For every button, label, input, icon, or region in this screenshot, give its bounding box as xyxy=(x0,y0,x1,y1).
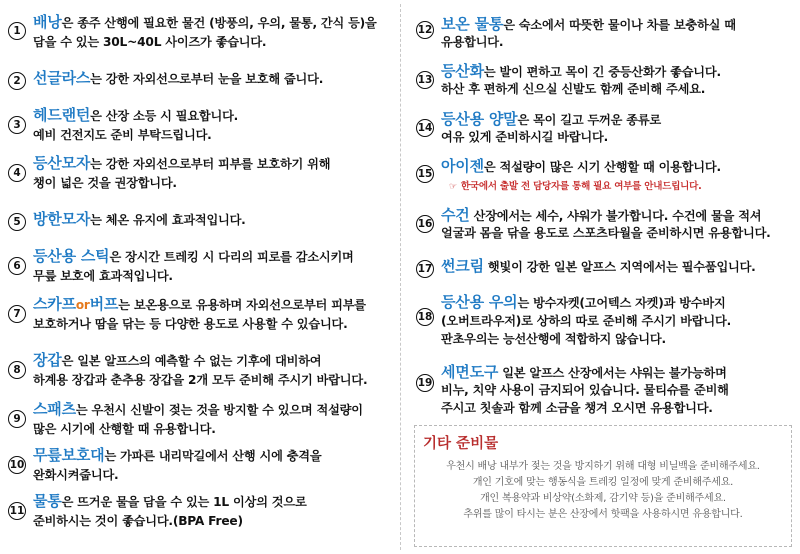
item-line-1 xyxy=(33,401,363,419)
item-line-1 xyxy=(33,248,354,266)
item-line-1 xyxy=(33,107,238,125)
item-keyword: 배낭 xyxy=(33,13,62,31)
item-keyword: 선글라스 xyxy=(33,69,91,87)
item-text: 은 숙소에서 따뜻한 물이나 차를 보충하실 때 xyxy=(503,18,736,32)
item-keyword: 세면도구 xyxy=(441,363,499,381)
item-text: 는 우천시 신발이 젖는 것을 방지할 수 있으며 적설량이 xyxy=(75,403,363,417)
item-text: 일본 알프스 산장에서는 샤워는 불가능하며 xyxy=(498,366,727,380)
item-line-2: 얼굴과 몸을 닦을 용도로 스포츠타월을 준비하시면 유용합니다. xyxy=(441,226,771,240)
item-connector: or xyxy=(75,298,90,312)
item-number: 7 xyxy=(8,305,26,323)
item-line-1 xyxy=(33,493,307,511)
extra-supplies-list xyxy=(415,459,791,523)
item-text: 는 발이 편하고 목이 긴 중등산화가 좋습니다. xyxy=(483,65,721,79)
item-number: 6 xyxy=(8,257,26,275)
item-line-2: 하산 후 편하게 신으실 신발도 함께 준비해 주세요. xyxy=(441,82,706,96)
item-line-1 xyxy=(33,211,246,229)
pointer-icon: ☞ xyxy=(449,182,457,192)
item-keyword: 헤드랜턴 xyxy=(33,106,91,124)
item-text: 은 일본 알프스의 예측할 수 없는 기후에 대비하여 xyxy=(61,354,322,368)
item-number: 17 xyxy=(416,260,434,278)
item-line-1 xyxy=(441,111,661,129)
item-number: 19 xyxy=(416,374,434,392)
item-line-1 xyxy=(441,294,726,312)
item-number: 8 xyxy=(8,361,26,379)
item-line-2: 챙이 넓은 것을 권장합니다. xyxy=(33,176,177,190)
item-line-2: 비누, 치약 사용이 금지되어 있습니다. 물티슈를 준비해 xyxy=(441,383,729,397)
extra-supplies-box xyxy=(414,425,792,547)
item-keyword: 등산화 xyxy=(441,62,484,80)
item-text: 는 강한 자외선으로부터 눈을 보호해 줍니다. xyxy=(90,72,324,86)
item-line-1 xyxy=(441,258,756,276)
item-keyword: 물통 xyxy=(33,492,62,510)
note-text: 한국에서 출발 전 담당자를 통해 필요 여부를 안내드립니다. xyxy=(460,181,702,192)
item-keyword: 등산모자 xyxy=(33,154,91,172)
item-line-1 xyxy=(441,364,727,382)
item-number: 11 xyxy=(8,502,26,520)
item-line-1 xyxy=(33,14,377,32)
item-text: 은 종주 산행에 필요한 물건 (방풍의, 우의, 물통, 간식 등)을 xyxy=(61,16,377,30)
item-keyword-2: 버프 xyxy=(89,295,119,313)
item-keyword: 등산용 양말 xyxy=(441,110,518,128)
item-number: 10 xyxy=(8,456,26,474)
item-line-1 xyxy=(441,158,721,176)
item-text: 햇빛이 강한 일본 알프스 지역에서는 필수품입니다. xyxy=(483,260,756,274)
item-number: 18 xyxy=(416,308,434,326)
item-keyword: 썬크림 xyxy=(441,257,484,275)
item-line-2: 여유 있게 준비하시길 바랍니다. xyxy=(441,130,609,144)
item-line-2: 유용합니다. xyxy=(441,35,504,49)
item-number: 9 xyxy=(8,410,26,428)
item-number: 5 xyxy=(8,213,26,231)
item-number: 2 xyxy=(8,72,26,90)
column-divider xyxy=(400,4,401,550)
item-line-2: (오버트라우저)로 상하의 따로 준비해 주시기 바랍니다. xyxy=(441,314,731,328)
item-line-1 xyxy=(33,447,321,465)
item-number: 1 xyxy=(8,22,26,40)
item-keyword: 방한모자 xyxy=(33,210,91,228)
item-text: 은 뜨거운 물을 담을 수 있는 1L 이상의 것으로 xyxy=(61,495,307,509)
item-line-3: 판초우의는 능선산행에 적합하지 않습니다. xyxy=(441,332,666,346)
item-line-2: 예비 건전지도 준비 부탁드립니다. xyxy=(33,128,212,142)
item-line-1 xyxy=(33,155,330,173)
item-number: 12 xyxy=(416,21,434,39)
item-text: 은 산장 소등 시 필요합니다. xyxy=(90,109,239,123)
item-line-1 xyxy=(33,70,323,88)
item-text: 은 목이 길고 두꺼운 종류로 xyxy=(517,113,661,127)
item-line-2: 무릎 보호에 효과적입니다. xyxy=(33,269,173,283)
item-text: 는 방수자켓(고어텍스 자켓)과 방수바지 xyxy=(517,296,726,310)
extra-supplies-line: 우천시 배낭 내부가 젖는 것을 방지하기 위해 대형 비닐백을 준비해주세요. xyxy=(446,461,760,472)
item-text: 는 강한 자외선으로부터 피부를 보호하기 위해 xyxy=(90,157,331,171)
item-keyword: 등산용 우의 xyxy=(441,293,518,311)
item-line-2: 많은 시기에 산행할 때 유용합니다. xyxy=(33,422,216,436)
item-keyword: 장갑 xyxy=(33,351,62,369)
extra-supplies-line: 개인 기호에 맞는 행동식을 트레킹 일정에 맞게 준비해주세요. xyxy=(472,477,734,488)
item-text: 는 체온 유지에 효과적입니다. xyxy=(90,213,246,227)
extra-supplies-title: 기타 준비물 xyxy=(423,436,499,452)
item-line-1 xyxy=(441,63,721,81)
item-number: 4 xyxy=(8,164,26,182)
item-note xyxy=(449,177,702,196)
item-keyword: 등산용 스틱 xyxy=(33,247,110,265)
item-keyword: 아이젠 xyxy=(441,157,484,175)
item-line-2: 보호하거나 땀을 닦는 등 다양한 용도로 사용할 수 있습니다. xyxy=(33,317,348,331)
item-number: 15 xyxy=(416,165,434,183)
item-line-3: 주시고 칫솔과 함께 소금을 챙겨 오시면 유용합니다. xyxy=(441,401,713,415)
item-line-2: 하계용 장갑과 춘추용 장갑을 2개 모두 준비해 주시기 바랍니다. xyxy=(33,373,368,387)
item-line-2: 담을 수 있는 30L~40L 사이즈가 좋습니다. xyxy=(33,35,267,49)
item-text: 은 적설량이 많은 시기 산행할 때 이용합니다. xyxy=(483,160,721,174)
item-text: 는 보온용으로 유용하며 자외선으로부터 피부를 xyxy=(118,298,366,312)
item-text: 는 가파른 내리막길에서 산행 시에 충격을 xyxy=(104,449,322,463)
extra-supplies-line: 개인 복용약과 비상약(소화제, 감기약 등)을 준비해주세요. xyxy=(480,493,726,504)
item-line-1 xyxy=(33,352,321,370)
item-keyword: 수건 xyxy=(441,206,470,224)
item-keyword: 보온 물통 xyxy=(441,15,504,33)
item-line-1 xyxy=(441,207,761,225)
item-line-1 xyxy=(441,16,736,34)
item-number: 13 xyxy=(416,71,434,89)
item-line-2: 준비하시는 것이 좋습니다.(BPA Free) xyxy=(33,514,243,528)
extra-supplies-line: 추위를 많이 타시는 분은 산장에서 핫팩을 사용하시면 유용합니다. xyxy=(463,509,743,520)
item-keyword: 스패츠 xyxy=(33,400,76,418)
item-line-1 xyxy=(33,296,366,314)
item-keyword: 무릎보호대 xyxy=(33,446,105,464)
item-number: 3 xyxy=(8,116,26,134)
item-text: 은 장시간 트레킹 시 다리의 피로를 감소시키며 xyxy=(109,250,354,264)
item-line-2: 완화시켜줍니다. xyxy=(33,468,119,482)
item-number: 14 xyxy=(416,119,434,137)
item-number: 16 xyxy=(416,215,434,233)
item-keyword: 스카프 xyxy=(33,295,76,313)
item-text: 산장에서는 세수, 샤워가 불가합니다. 수건에 물을 적셔 xyxy=(469,209,762,223)
